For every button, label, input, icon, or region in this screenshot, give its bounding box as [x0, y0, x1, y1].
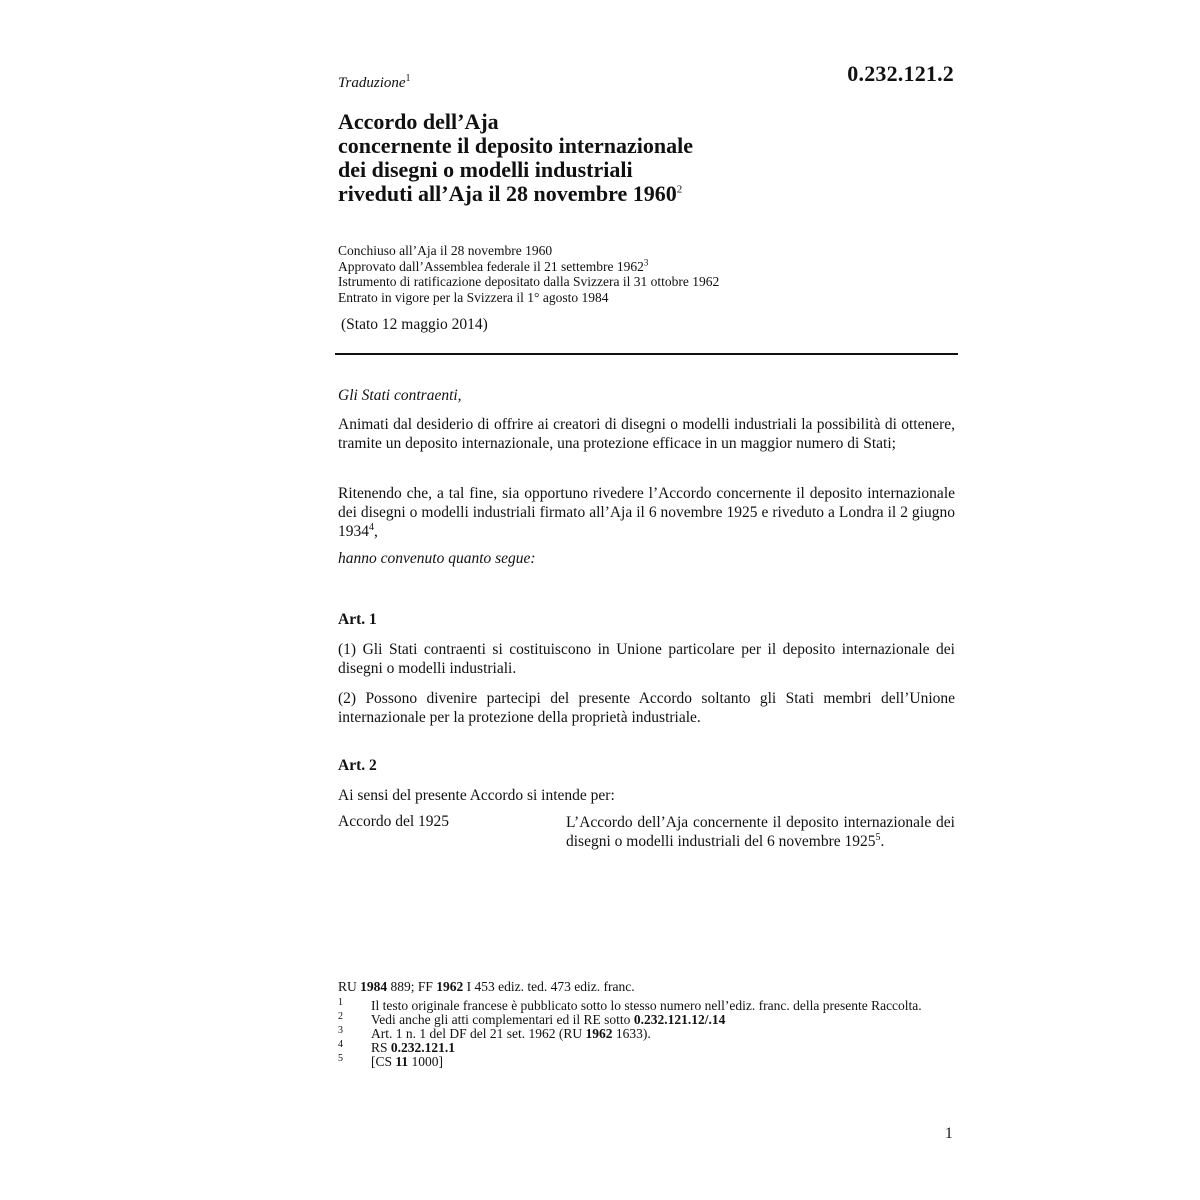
preamble-paragraph-2-end: ,	[374, 523, 378, 540]
source-mid: 889; FF	[387, 979, 437, 994]
footnote-4-ref[interactable]: 0.232.121.1	[390, 1040, 456, 1055]
footnote-5-number: 5	[338, 1053, 343, 1064]
meta-approved	[338, 259, 958, 275]
footnote-ref-3[interactable]: 3	[643, 257, 649, 267]
definition-term: Accordo del 1925	[338, 813, 450, 830]
meta-ratification: Istrumento di ratificazione depositato dalla Svizzera il 31 ottobre 1962	[338, 274, 720, 289]
article-1-paragraph-2: (2) Possono divenire partecipi del presente Accordo soltanto gli Stati membri dell’Unione internazionale per la protezione della proprietà industriale.	[338, 690, 955, 726]
meta-concluded: Conchiuso all’Aja il 28 novembre 1960	[338, 243, 553, 258]
meta-in-force: Entrato in vigore per la Svizzera il 1° agosto 1984	[338, 289, 609, 305]
title-line-3: dei disegni o modelli industriali	[338, 157, 633, 182]
footnote-3	[338, 1027, 938, 1041]
footnote-1	[338, 999, 938, 1013]
translation-label	[338, 75, 411, 92]
footnote-5-end: 1000]	[408, 1054, 444, 1069]
preamble-paragraph-1: Animati dal desiderio di offrire ai creatori di disegni o modelli industriali la possibilità di ottenere, tramite un deposito internazionale, una protezione efficace in un maggior numero di Stati;	[338, 416, 955, 452]
footnote-ref-4[interactable]: 4	[369, 521, 374, 533]
source-year-1: 1984	[360, 979, 388, 994]
footnote-ref-5[interactable]: 5	[875, 831, 881, 843]
footnote-3-text: Art. 1 n. 1 del DF del 21 set. 1962 (RU	[371, 1026, 586, 1041]
footnote-4-number: 4	[338, 1039, 343, 1050]
footnote-2-text: Vedi anche gli atti complementari ed il RE sotto	[371, 1012, 634, 1027]
preamble-intro: Gli Stati contraenti,	[338, 387, 462, 404]
footnote-2-ref[interactable]: 0.232.121.12/.14	[633, 1012, 726, 1027]
definition-body: L’Accordo dell’Aja concernente il deposito internazionale dei disegni o modelli industriali del 6 novembre 1925	[566, 814, 955, 850]
title-line-4-text: riveduti all’Aja il 28 novembre 1960	[338, 181, 677, 206]
title-line-1: Accordo dell’Aja	[338, 109, 499, 134]
document-metadata	[338, 243, 958, 305]
footnote-5-volume: 11	[395, 1054, 409, 1069]
source-year-2: 1962	[436, 979, 464, 994]
footnote-1-number: 1	[338, 997, 343, 1008]
header-divider	[335, 353, 958, 355]
source-reference	[338, 979, 635, 995]
article-1-heading: Art. 1	[338, 611, 377, 628]
article-2-heading: Art. 2	[338, 757, 377, 774]
source-end: I 453 ediz. ted. 473 ediz. franc.	[463, 979, 635, 994]
status-date: (Stato 12 maggio 2014)	[341, 316, 488, 333]
footnote-1-text: Il testo originale francese è pubblicato sotto lo stesso numero nell’ediz. franc. della presente Raccolta.	[371, 998, 922, 1013]
footnote-ref-2[interactable]: 2	[676, 183, 683, 196]
preamble-paragraph-2-text: Ritenendo che, a tal fine, sia opportuno rivedere l’Accordo concernente il deposito internazionale dei disegni o modelli industriali firmato all’Aja il 6 novembre 1925 e riveduto a Londra il 2 giugno 1934	[338, 485, 955, 540]
footnote-5-text: [CS	[371, 1054, 396, 1069]
translation-text: Traduzione	[338, 75, 406, 91]
footnote-4	[338, 1041, 938, 1055]
footnote-ref-1[interactable]: 1	[405, 73, 411, 84]
footnote-2	[338, 1013, 938, 1027]
footnotes-list	[338, 999, 938, 1069]
footnote-3-number: 3	[338, 1025, 343, 1036]
definition-end: .	[880, 833, 885, 850]
article-1-paragraph-1: (1) Gli Stati contraenti si costituiscono in Unione particolare per il deposito internazionale dei disegni o modelli industriali.	[338, 641, 955, 677]
definition-text	[566, 813, 955, 851]
document-number: 0.232.121.2	[847, 61, 954, 86]
preamble-paragraph-2	[338, 484, 955, 541]
footnote-3-year: 1962	[585, 1026, 613, 1041]
source-prefix: RU	[338, 979, 361, 994]
title-line-4	[338, 182, 958, 206]
footnote-3-end: 1633).	[612, 1026, 651, 1041]
page-number: 1	[945, 1125, 953, 1142]
preamble-closing: hanno convenuto quanto segue:	[338, 550, 536, 567]
footnote-4-text: RS	[371, 1040, 391, 1055]
footnote-5	[338, 1055, 938, 1069]
meta-approved-text: Approvato dall’Assemblea federale il 21 settembre 1962	[338, 258, 644, 274]
document-title	[338, 110, 958, 206]
footnote-2-number: 2	[338, 1011, 343, 1022]
article-2-intro: Ai sensi del presente Accordo si intende per:	[338, 787, 615, 804]
title-line-2: concernente il deposito internazionale	[338, 133, 694, 158]
